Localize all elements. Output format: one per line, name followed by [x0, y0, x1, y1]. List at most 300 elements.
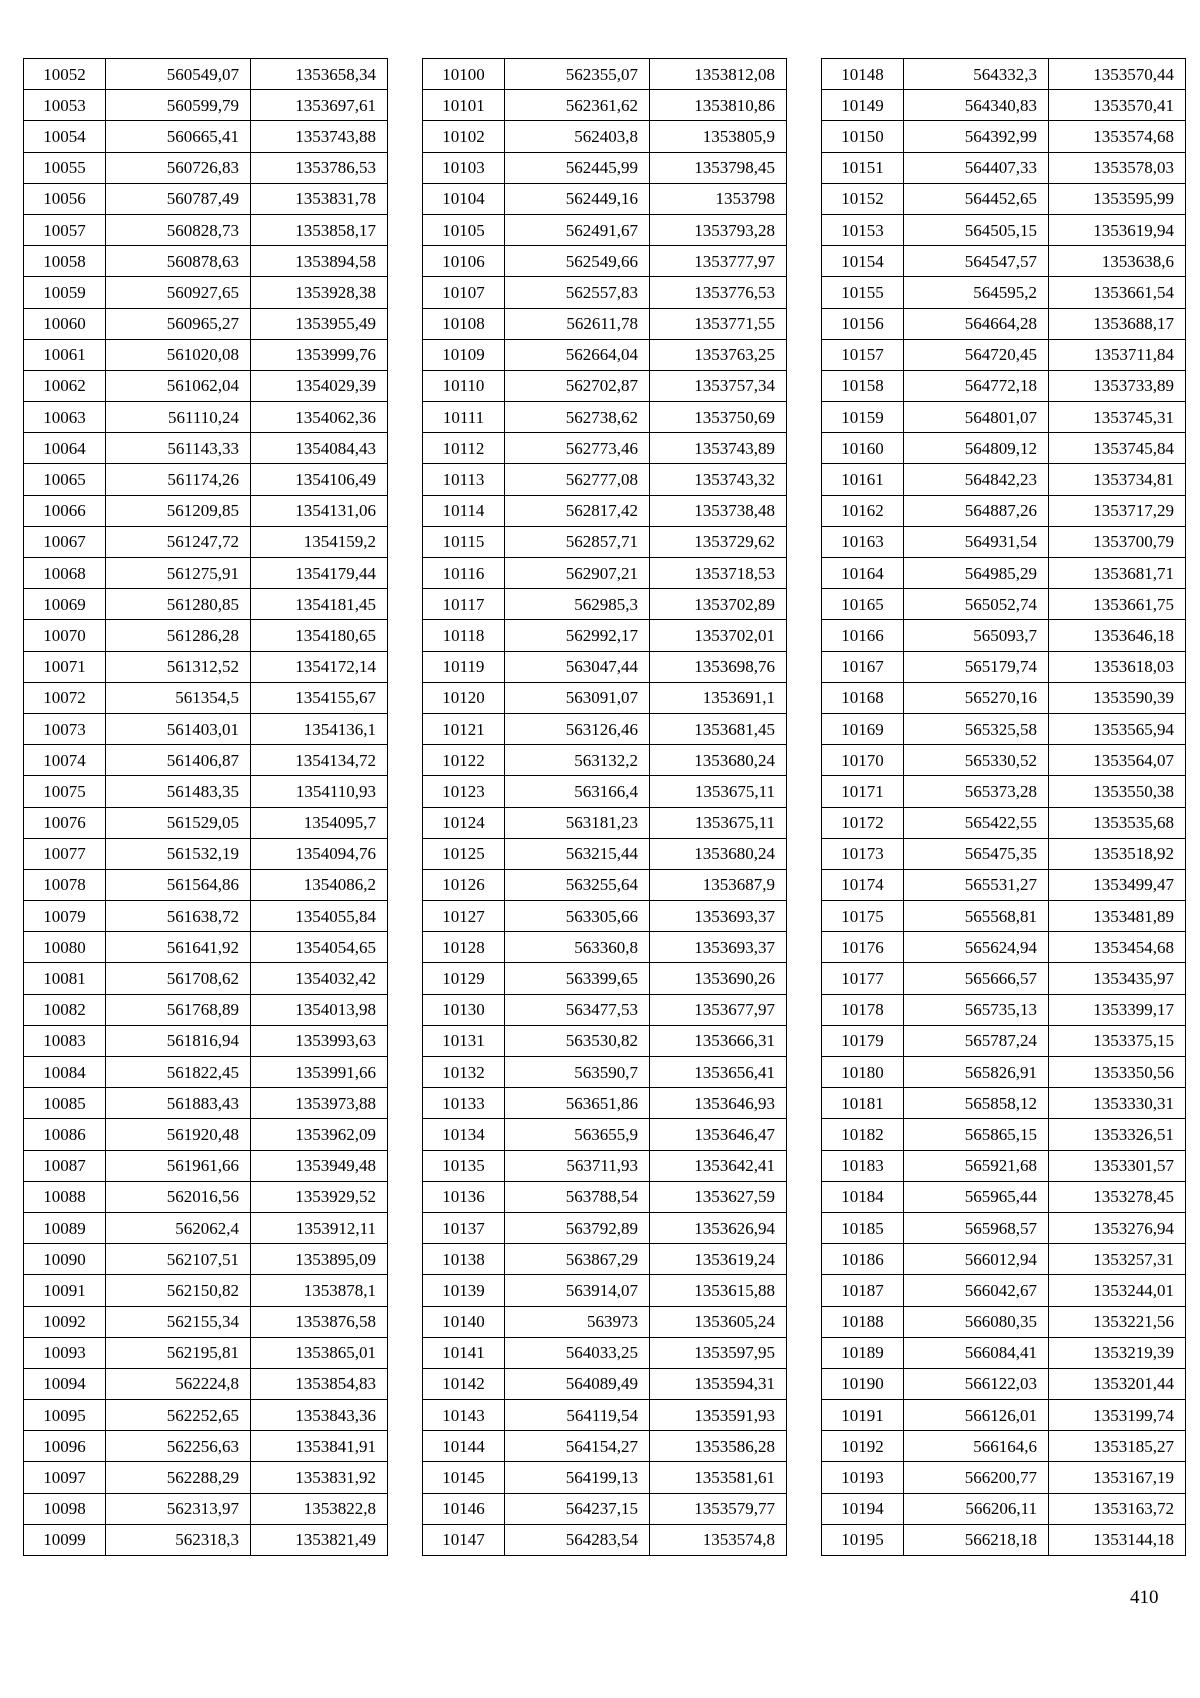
y-coordinate-cell: 1353693,37 [650, 901, 787, 932]
y-coordinate-cell: 1353399,17 [1049, 994, 1186, 1025]
table-row [822, 214, 1186, 245]
point-number-cell: 10125 [423, 838, 505, 869]
x-coordinate-cell: 564547,57 [904, 246, 1049, 277]
point-number-cell: 10101 [423, 90, 505, 121]
y-coordinate-cell: 1353895,09 [251, 1244, 388, 1275]
x-coordinate-cell: 562549,66 [505, 246, 650, 277]
x-coordinate-cell: 565921,68 [904, 1150, 1049, 1181]
point-number-cell: 10147 [423, 1524, 505, 1555]
y-coordinate-cell: 1353805,9 [650, 121, 787, 152]
y-coordinate-cell: 1353738,48 [650, 495, 787, 526]
point-number-cell: 10192 [822, 1431, 904, 1462]
table-row [423, 620, 787, 651]
point-number-cell: 10145 [423, 1462, 505, 1493]
point-number-cell: 10093 [24, 1337, 106, 1368]
x-coordinate-cell: 562062,4 [106, 1212, 251, 1243]
x-coordinate-cell: 561564,86 [106, 869, 251, 900]
point-number-cell: 10182 [822, 1119, 904, 1150]
x-coordinate-cell: 560927,65 [106, 277, 251, 308]
x-coordinate-cell: 561483,35 [106, 776, 251, 807]
point-number-cell: 10111 [423, 402, 505, 433]
point-number-cell: 10140 [423, 1306, 505, 1337]
table-row [822, 526, 1186, 557]
table-row [822, 246, 1186, 277]
table-row [24, 183, 388, 214]
y-coordinate-cell: 1354086,2 [251, 869, 388, 900]
table-row [822, 1119, 1186, 1150]
y-coordinate-cell: 1354084,43 [251, 433, 388, 464]
y-coordinate-cell: 1353777,97 [650, 246, 787, 277]
point-number-cell: 10088 [24, 1181, 106, 1212]
table-row [423, 994, 787, 1025]
table-row [822, 308, 1186, 339]
point-number-cell: 10170 [822, 745, 904, 776]
x-coordinate-cell: 565270,16 [904, 682, 1049, 713]
x-coordinate-cell: 565052,74 [904, 589, 1049, 620]
x-coordinate-cell: 564283,54 [505, 1524, 650, 1555]
table-row [423, 1462, 787, 1493]
table-row [24, 620, 388, 651]
y-coordinate-cell: 1353627,59 [650, 1181, 787, 1212]
table-row [822, 1275, 1186, 1306]
y-coordinate-cell: 1353681,45 [650, 713, 787, 744]
point-number-cell: 10066 [24, 495, 106, 526]
point-number-cell: 10070 [24, 620, 106, 651]
table-row [24, 1337, 388, 1368]
y-coordinate-cell: 1353697,61 [251, 90, 388, 121]
y-coordinate-cell: 1354136,1 [251, 713, 388, 744]
point-number-cell: 10060 [24, 308, 106, 339]
y-coordinate-cell: 1354029,39 [251, 370, 388, 401]
table-row [423, 1524, 787, 1555]
table-row [822, 464, 1186, 495]
point-number-cell: 10194 [822, 1493, 904, 1524]
point-number-cell: 10173 [822, 838, 904, 869]
table-row [822, 1181, 1186, 1212]
table-row [822, 745, 1186, 776]
y-coordinate-cell: 1353929,52 [251, 1181, 388, 1212]
point-number-cell: 10193 [822, 1462, 904, 1493]
point-number-cell: 10127 [423, 901, 505, 932]
x-coordinate-cell: 564407,33 [904, 152, 1049, 183]
table-row [423, 651, 787, 682]
y-coordinate-cell: 1353757,34 [650, 370, 787, 401]
y-coordinate-cell: 1353677,97 [650, 994, 787, 1025]
table-row [822, 682, 1186, 713]
point-number-cell: 10053 [24, 90, 106, 121]
y-coordinate-cell: 1354055,84 [251, 901, 388, 932]
table-row [822, 1493, 1186, 1524]
x-coordinate-cell: 561403,01 [106, 713, 251, 744]
table-row [423, 682, 787, 713]
y-coordinate-cell: 1353894,58 [251, 246, 388, 277]
point-number-cell: 10155 [822, 277, 904, 308]
point-number-cell: 10174 [822, 869, 904, 900]
table-row [24, 1431, 388, 1462]
y-coordinate-cell: 1353865,01 [251, 1337, 388, 1368]
table-row [24, 526, 388, 557]
table-row [822, 807, 1186, 838]
y-coordinate-cell: 1353841,91 [251, 1431, 388, 1462]
x-coordinate-cell: 565968,57 [904, 1212, 1049, 1243]
point-number-cell: 10188 [822, 1306, 904, 1337]
point-number-cell: 10079 [24, 901, 106, 932]
table-row [822, 370, 1186, 401]
point-number-cell: 10177 [822, 963, 904, 994]
y-coordinate-cell: 1353330,31 [1049, 1088, 1186, 1119]
x-coordinate-cell: 561532,19 [106, 838, 251, 869]
table-row [423, 433, 787, 464]
x-coordinate-cell: 564452,65 [904, 183, 1049, 214]
y-coordinate-cell: 1353734,81 [1049, 464, 1186, 495]
x-coordinate-cell: 565475,35 [904, 838, 1049, 869]
y-coordinate-cell: 1354159,2 [251, 526, 388, 557]
y-coordinate-cell: 1353221,56 [1049, 1306, 1186, 1337]
table-row [24, 402, 388, 433]
x-coordinate-cell: 563215,44 [505, 838, 650, 869]
point-number-cell: 10133 [423, 1088, 505, 1119]
point-number-cell: 10128 [423, 932, 505, 963]
coordinates-table-3 [821, 58, 1186, 1556]
x-coordinate-cell: 560787,49 [106, 183, 251, 214]
point-number-cell: 10057 [24, 214, 106, 245]
point-number-cell: 10097 [24, 1462, 106, 1493]
y-coordinate-cell: 1353999,76 [251, 339, 388, 370]
point-number-cell: 10139 [423, 1275, 505, 1306]
x-coordinate-cell: 561209,85 [106, 495, 251, 526]
table-row [423, 152, 787, 183]
point-number-cell: 10056 [24, 183, 106, 214]
point-number-cell: 10117 [423, 589, 505, 620]
point-number-cell: 10137 [423, 1212, 505, 1243]
y-coordinate-cell: 1353822,8 [251, 1493, 388, 1524]
x-coordinate-cell: 562611,78 [505, 308, 650, 339]
y-coordinate-cell: 1354134,72 [251, 745, 388, 776]
table-row [423, 963, 787, 994]
x-coordinate-cell: 566012,94 [904, 1244, 1049, 1275]
y-coordinate-cell: 1353878,1 [251, 1275, 388, 1306]
point-number-cell: 10062 [24, 370, 106, 401]
x-coordinate-cell: 563166,4 [505, 776, 650, 807]
x-coordinate-cell: 562318,3 [106, 1524, 251, 1555]
point-number-cell: 10071 [24, 651, 106, 682]
x-coordinate-cell: 561143,33 [106, 433, 251, 464]
table-row [822, 152, 1186, 183]
table-row [24, 495, 388, 526]
y-coordinate-cell: 1353278,45 [1049, 1181, 1186, 1212]
table-row [24, 651, 388, 682]
point-number-cell: 10106 [423, 246, 505, 277]
table-row [423, 214, 787, 245]
table-row [423, 1337, 787, 1368]
x-coordinate-cell: 562256,63 [106, 1431, 251, 1462]
x-coordinate-cell: 561286,28 [106, 620, 251, 651]
y-coordinate-cell: 1353771,55 [650, 308, 787, 339]
point-number-cell: 10110 [423, 370, 505, 401]
table-row [822, 869, 1186, 900]
x-coordinate-cell: 562664,04 [505, 339, 650, 370]
table-row [24, 713, 388, 744]
point-number-cell: 10084 [24, 1057, 106, 1088]
point-number-cell: 10151 [822, 152, 904, 183]
x-coordinate-cell: 563132,2 [505, 745, 650, 776]
table-row [24, 1212, 388, 1243]
y-coordinate-cell: 1353481,89 [1049, 901, 1186, 932]
x-coordinate-cell: 562445,99 [505, 152, 650, 183]
x-coordinate-cell: 561247,72 [106, 526, 251, 557]
y-coordinate-cell: 1353535,68 [1049, 807, 1186, 838]
y-coordinate-cell: 1353591,93 [650, 1400, 787, 1431]
point-number-cell: 10087 [24, 1150, 106, 1181]
y-coordinate-cell: 1354095,7 [251, 807, 388, 838]
point-number-cell: 10064 [24, 433, 106, 464]
point-number-cell: 10131 [423, 1025, 505, 1056]
y-coordinate-cell: 1353564,07 [1049, 745, 1186, 776]
point-number-cell: 10124 [423, 807, 505, 838]
x-coordinate-cell: 564842,23 [904, 464, 1049, 495]
point-number-cell: 10074 [24, 745, 106, 776]
y-coordinate-cell: 1353763,25 [650, 339, 787, 370]
x-coordinate-cell: 562224,8 [106, 1368, 251, 1399]
point-number-cell: 10184 [822, 1181, 904, 1212]
x-coordinate-cell: 566084,41 [904, 1337, 1049, 1368]
x-coordinate-cell: 561529,05 [106, 807, 251, 838]
x-coordinate-cell: 566126,01 [904, 1400, 1049, 1431]
x-coordinate-cell: 563181,23 [505, 807, 650, 838]
table-row [24, 308, 388, 339]
x-coordinate-cell: 563360,8 [505, 932, 650, 963]
x-coordinate-cell: 566080,35 [904, 1306, 1049, 1337]
table-row [822, 651, 1186, 682]
y-coordinate-cell: 1353793,28 [650, 214, 787, 245]
point-number-cell: 10132 [423, 1057, 505, 1088]
point-number-cell: 10160 [822, 433, 904, 464]
point-number-cell: 10118 [423, 620, 505, 651]
y-coordinate-cell: 1353928,38 [251, 277, 388, 308]
y-coordinate-cell: 1353144,18 [1049, 1524, 1186, 1555]
x-coordinate-cell: 564505,15 [904, 214, 1049, 245]
point-number-cell: 10158 [822, 370, 904, 401]
x-coordinate-cell: 565325,58 [904, 713, 1049, 744]
point-number-cell: 10092 [24, 1306, 106, 1337]
y-coordinate-cell: 1354106,49 [251, 464, 388, 495]
point-number-cell: 10154 [822, 246, 904, 277]
table-row [822, 1306, 1186, 1337]
table-row [822, 1462, 1186, 1493]
x-coordinate-cell: 566218,18 [904, 1524, 1049, 1555]
y-coordinate-cell: 1353518,92 [1049, 838, 1186, 869]
point-number-cell: 10187 [822, 1275, 904, 1306]
table-row [822, 339, 1186, 370]
point-number-cell: 10055 [24, 152, 106, 183]
y-coordinate-cell: 1353798,45 [650, 152, 787, 183]
x-coordinate-cell: 564887,26 [904, 495, 1049, 526]
point-number-cell: 10058 [24, 246, 106, 277]
point-number-cell: 10191 [822, 1400, 904, 1431]
y-coordinate-cell: 1353646,47 [650, 1119, 787, 1150]
point-number-cell: 10069 [24, 589, 106, 620]
point-number-cell: 10178 [822, 994, 904, 1025]
x-coordinate-cell: 563477,53 [505, 994, 650, 1025]
x-coordinate-cell: 562016,56 [106, 1181, 251, 1212]
y-coordinate-cell: 1353745,84 [1049, 433, 1186, 464]
table-row [423, 869, 787, 900]
table-row [24, 246, 388, 277]
x-coordinate-cell: 564154,27 [505, 1431, 650, 1462]
x-coordinate-cell: 564089,49 [505, 1368, 650, 1399]
y-coordinate-cell: 1353618,03 [1049, 651, 1186, 682]
x-coordinate-cell: 561280,85 [106, 589, 251, 620]
x-coordinate-cell: 562361,62 [505, 90, 650, 121]
x-coordinate-cell: 563126,46 [505, 713, 650, 744]
table-row [24, 558, 388, 589]
table-row [24, 59, 388, 90]
point-number-cell: 10113 [423, 464, 505, 495]
x-coordinate-cell: 562857,71 [505, 526, 650, 557]
x-coordinate-cell: 565373,28 [904, 776, 1049, 807]
y-coordinate-cell: 1353854,83 [251, 1368, 388, 1399]
x-coordinate-cell: 565965,44 [904, 1181, 1049, 1212]
table-row [423, 1493, 787, 1524]
y-coordinate-cell: 1353680,24 [650, 838, 787, 869]
x-coordinate-cell: 562491,67 [505, 214, 650, 245]
x-coordinate-cell: 564237,15 [505, 1493, 650, 1524]
point-number-cell: 10183 [822, 1150, 904, 1181]
table-row [24, 869, 388, 900]
table-row [24, 277, 388, 308]
y-coordinate-cell: 1353688,17 [1049, 308, 1186, 339]
y-coordinate-cell: 1353257,31 [1049, 1244, 1186, 1275]
x-coordinate-cell: 561641,92 [106, 932, 251, 963]
x-coordinate-cell: 566122,03 [904, 1368, 1049, 1399]
table-row [822, 620, 1186, 651]
y-coordinate-cell: 1353185,27 [1049, 1431, 1186, 1462]
coordinates-table-2 [422, 58, 787, 1556]
table-row [423, 589, 787, 620]
x-coordinate-cell: 564340,83 [904, 90, 1049, 121]
point-number-cell: 10157 [822, 339, 904, 370]
y-coordinate-cell: 1354013,98 [251, 994, 388, 1025]
table-row [423, 1088, 787, 1119]
table-row [423, 1431, 787, 1462]
table-row [24, 901, 388, 932]
x-coordinate-cell: 562702,87 [505, 370, 650, 401]
page-number: 410 [1130, 1587, 1159, 1608]
table-row [822, 1431, 1186, 1462]
x-coordinate-cell: 562288,29 [106, 1462, 251, 1493]
x-coordinate-cell: 563590,7 [505, 1057, 650, 1088]
x-coordinate-cell: 562252,65 [106, 1400, 251, 1431]
table-row [822, 1025, 1186, 1056]
y-coordinate-cell: 1354032,42 [251, 963, 388, 994]
y-coordinate-cell: 1353810,86 [650, 90, 787, 121]
x-coordinate-cell: 562773,46 [505, 433, 650, 464]
point-number-cell: 10146 [423, 1493, 505, 1524]
x-coordinate-cell: 564985,29 [904, 558, 1049, 589]
y-coordinate-cell: 1353786,53 [251, 152, 388, 183]
point-number-cell: 10153 [822, 214, 904, 245]
x-coordinate-cell: 565179,74 [904, 651, 1049, 682]
x-coordinate-cell: 561816,94 [106, 1025, 251, 1056]
y-coordinate-cell: 1353595,99 [1049, 183, 1186, 214]
point-number-cell: 10164 [822, 558, 904, 589]
x-coordinate-cell: 564332,3 [904, 59, 1049, 90]
y-coordinate-cell: 1353597,95 [650, 1337, 787, 1368]
y-coordinate-cell: 1353605,24 [650, 1306, 787, 1337]
y-coordinate-cell: 1353743,32 [650, 464, 787, 495]
table-row [24, 745, 388, 776]
point-number-cell: 10148 [822, 59, 904, 90]
y-coordinate-cell: 1353578,03 [1049, 152, 1186, 183]
table-row [423, 495, 787, 526]
point-number-cell: 10136 [423, 1181, 505, 1212]
y-coordinate-cell: 1354155,67 [251, 682, 388, 713]
x-coordinate-cell: 561768,89 [106, 994, 251, 1025]
y-coordinate-cell: 1353798 [650, 183, 787, 214]
y-coordinate-cell: 1353690,26 [650, 963, 787, 994]
x-coordinate-cell: 564595,2 [904, 277, 1049, 308]
table-row [24, 1057, 388, 1088]
point-number-cell: 10171 [822, 776, 904, 807]
point-number-cell: 10156 [822, 308, 904, 339]
table-row [822, 994, 1186, 1025]
y-coordinate-cell: 1353550,38 [1049, 776, 1186, 807]
x-coordinate-cell: 564801,07 [904, 402, 1049, 433]
y-coordinate-cell: 1353658,34 [251, 59, 388, 90]
point-number-cell: 10065 [24, 464, 106, 495]
point-number-cell: 10121 [423, 713, 505, 744]
point-number-cell: 10130 [423, 994, 505, 1025]
y-coordinate-cell: 1353702,89 [650, 589, 787, 620]
y-coordinate-cell: 1353656,41 [650, 1057, 787, 1088]
table-row [423, 1400, 787, 1431]
table-row [423, 402, 787, 433]
x-coordinate-cell: 565568,81 [904, 901, 1049, 932]
point-number-cell: 10076 [24, 807, 106, 838]
x-coordinate-cell: 563047,44 [505, 651, 650, 682]
y-coordinate-cell: 1353693,37 [650, 932, 787, 963]
table-row [822, 1057, 1186, 1088]
y-coordinate-cell: 1353949,48 [251, 1150, 388, 1181]
table-row [423, 90, 787, 121]
table-row [24, 464, 388, 495]
y-coordinate-cell: 1353831,78 [251, 183, 388, 214]
x-coordinate-cell: 563651,86 [505, 1088, 650, 1119]
table-row [24, 963, 388, 994]
table-row [822, 1524, 1186, 1555]
y-coordinate-cell: 1353955,49 [251, 308, 388, 339]
table-row [24, 1244, 388, 1275]
table-row [822, 589, 1186, 620]
x-coordinate-cell: 564931,54 [904, 526, 1049, 557]
y-coordinate-cell: 1353579,77 [650, 1493, 787, 1524]
point-number-cell: 10103 [423, 152, 505, 183]
x-coordinate-cell: 561638,72 [106, 901, 251, 932]
table-row [423, 807, 787, 838]
table-row [423, 370, 787, 401]
table-row [423, 713, 787, 744]
point-number-cell: 10176 [822, 932, 904, 963]
y-coordinate-cell: 1353831,92 [251, 1462, 388, 1493]
y-coordinate-cell: 1353711,84 [1049, 339, 1186, 370]
point-number-cell: 10159 [822, 402, 904, 433]
x-coordinate-cell: 565624,94 [904, 932, 1049, 963]
x-coordinate-cell: 562107,51 [106, 1244, 251, 1275]
x-coordinate-cell: 561312,52 [106, 651, 251, 682]
table-row [423, 1119, 787, 1150]
point-number-cell: 10166 [822, 620, 904, 651]
table-row [423, 526, 787, 557]
